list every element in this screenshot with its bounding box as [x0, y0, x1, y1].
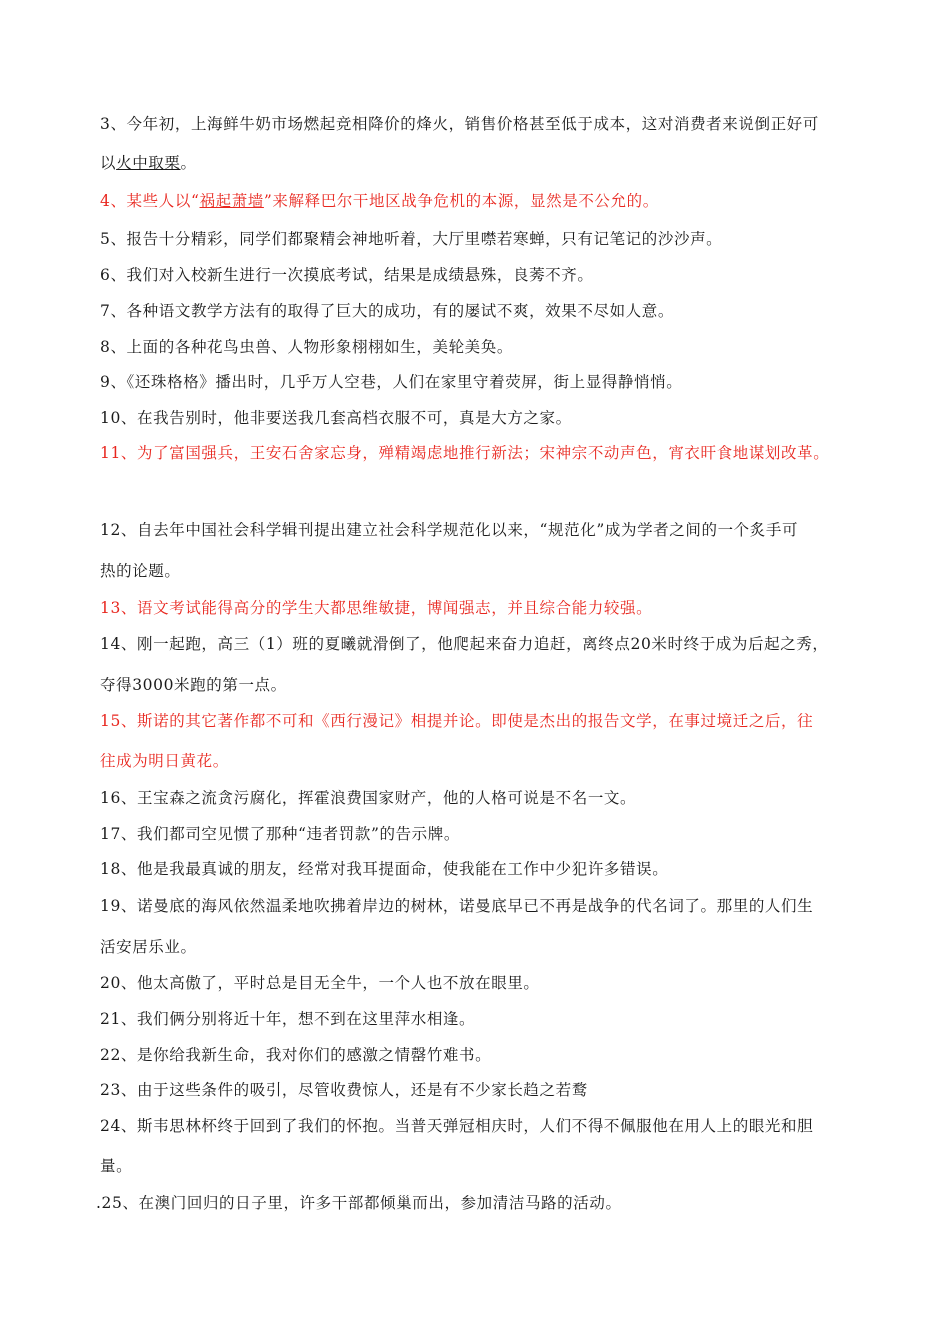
sentence-24-line-2: 量。	[100, 1157, 133, 1175]
sentence-25: .25、在澳门回归的日子里，许多干部都倾巢而出，参加清洁马路的活动。	[96, 1194, 622, 1212]
sentence-13: 13、语文考试能得高分的学生大都思维敏捷，博闻强志，并且综合能力较强。	[100, 599, 653, 617]
sentence-24-line-1: 24、斯韦思林杯终于回到了我们的怀抱。当普天弹冠相庆时，人们不得不佩服他在用人上的眼光和胆	[100, 1117, 814, 1135]
sentence-14-line-2: 夺得3000米跑的第一点。	[100, 676, 287, 694]
sentence-20: 20、他太高傲了，平时总是目无全牛，一个人也不放在眼里。	[100, 974, 540, 992]
sentence-17: 17、我们都司空见惯了那种“违者罚款”的告示牌。	[100, 825, 460, 843]
sentence-19-line-1: 19、诺曼底的海风依然温柔地吹拂着岸边的树林，诺曼底早已不再是战争的代名词了。那里的人们生	[100, 897, 814, 915]
sentence-12-line-2: 热的论题。	[100, 562, 181, 580]
underlined-phrase: 祸起萧墙	[199, 192, 264, 210]
sentence-10: 10、在我告别时，他非要送我几套高档衣服不可，真是大方之家。	[100, 409, 572, 427]
sentence-6: 6、我们对入校新生进行一次摸底考试，结果是成绩悬殊，良莠不齐。	[100, 266, 594, 284]
sentence-3-line-2: 以火中取栗。	[100, 154, 197, 172]
sentence-18: 18、他是我最真诚的朋友，经常对我耳提面命，使我能在工作中少犯许多错误。	[100, 860, 669, 878]
sentence-8: 8、上面的各种花鸟虫兽、人物形象栩栩如生，美轮美奂。	[100, 338, 513, 356]
sentence-21: 21、我们俩分别将近十年，想不到在这里萍水相逢。	[100, 1010, 476, 1028]
sentence-15-line-1: 15、斯诺的其它著作都不可和《西行漫记》相提并论。即使是杰出的报告文学，在事过境迁之后，往	[100, 712, 814, 730]
sentence-7: 7、各种语文教学方法有的取得了巨大的成功，有的屡试不爽，效果不尽如人意。	[100, 302, 674, 320]
sentence-11: 11、为了富国强兵，王安石舍家忘身，殚精竭虑地推行新法；宋神宗不动声色，宵衣旰食地谋划改革。	[100, 444, 830, 462]
sentence-3-line-1: 3、今年初，上海鲜牛奶市场燃起竞相降价的烽火，销售价格甚至低于成本，这对消费者来说倒正好可	[100, 115, 819, 133]
sentence-14-line-1: 14、刚一起跑，高三（1）班的夏曦就滑倒了，他爬起来奋力追赶，离终点20米时终于成为后起之秀，	[100, 635, 829, 653]
underlined-phrase: 火中取栗	[116, 154, 181, 172]
sentence-12-line-1: 12、自去年中国社会科学辑刊提出建立社会科学规范化以来，“规范化”成为学者之间的一个炙手可	[100, 521, 799, 539]
sentence-15-line-2: 往成为明日黄花。	[100, 752, 229, 770]
sentence-16: 16、王宝森之流贪污腐化，挥霍浪费国家财产，他的人格可说是不名一文。	[100, 789, 637, 807]
sentence-23: 23、由于这些条件的吸引，尽管收费惊人，还是有不少家长趋之若鹜	[100, 1081, 588, 1099]
sentence-4: 4、某些人以“祸起萧墙”来解释巴尔干地区战争危机的本源，显然是不公允的。	[100, 192, 659, 210]
sentence-5: 5、报告十分精彩，同学们都聚精会神地听着，大厅里噤若寒蝉，只有记笔记的沙沙声。	[100, 230, 723, 248]
sentence-22: 22、是你给我新生命，我对你们的感激之情罄竹难书。	[100, 1046, 492, 1064]
sentence-19-line-2: 活安居乐业。	[100, 938, 197, 956]
sentence-9: 9、《还珠格格》播出时，几乎万人空巷，人们在家里守着荧屏，街上显得静悄悄。	[100, 373, 683, 391]
